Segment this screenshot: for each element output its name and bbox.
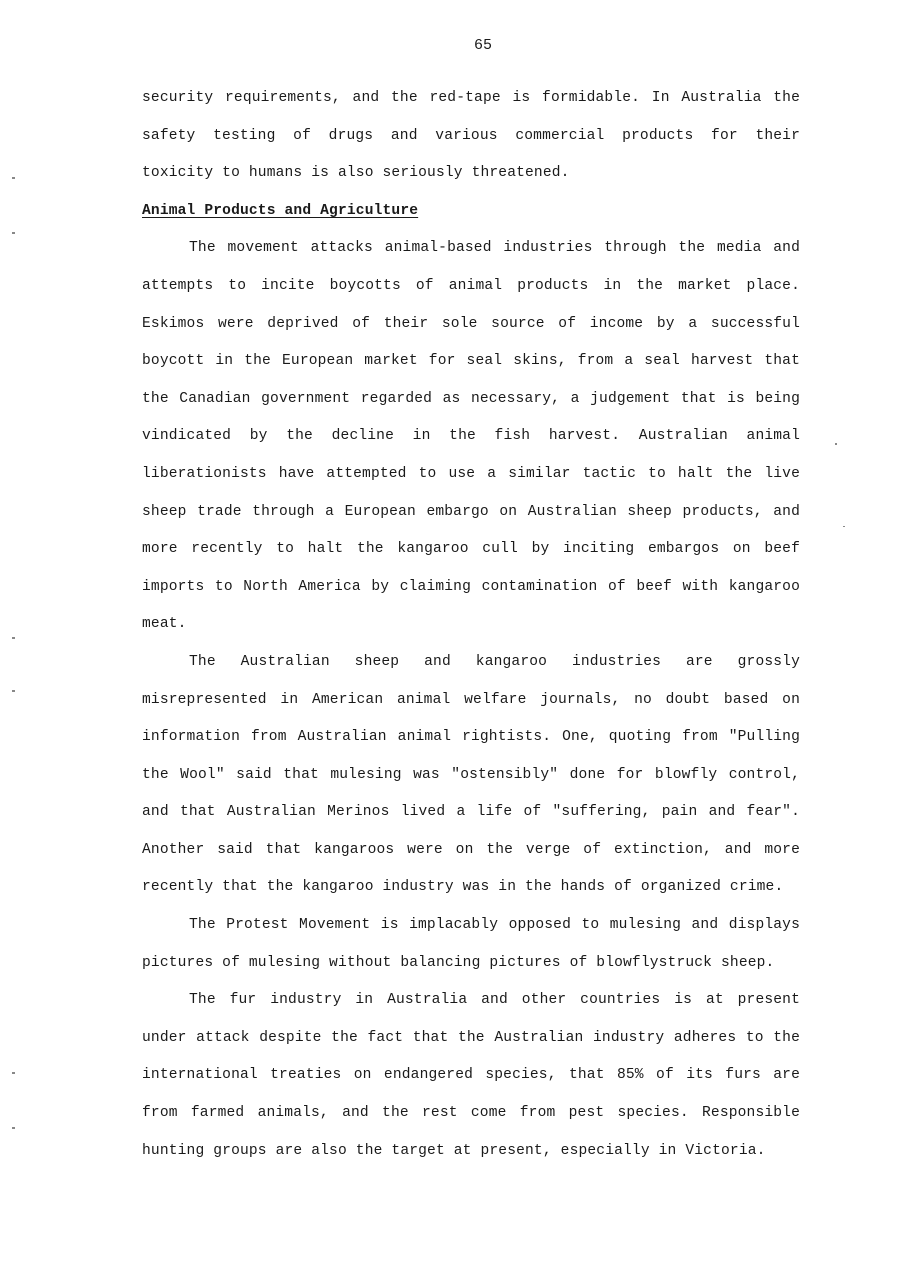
paragraph-misrepresentation: The Australian sheep and kangaroo industries are grossly misrepresented in American animal welfare journals, no doubt based on information from Australian animal rightists. One, quoting from "Pulling the Wool" said that mulesing was "ostensibly" done for blowfly control, and that Australian Merinos lived a life of "suffering, pain and fear". Another said that kangaroos were on the verge of extinction, and more recently that the kangaroo industry was in the hands of organized crime.	[142, 653, 800, 896]
paragraph-continuation: security requirements, and the red-tape is formidable. In Australia the safety testing of drugs and various commercial products for their toxicity to humans is also seriously threatened.	[142, 90, 800, 182]
scan-speck	[12, 1072, 15, 1074]
page-body	[142, 80, 800, 1170]
section-heading-text: Animal Products and Agriculture	[142, 202, 419, 219]
scan-speck	[12, 1127, 15, 1129]
scan-speck	[843, 526, 845, 527]
scan-speck	[12, 637, 15, 639]
scan-speck	[12, 177, 15, 179]
section-heading	[142, 193, 800, 231]
scan-speck	[12, 232, 15, 234]
scan-speck	[835, 443, 837, 445]
paragraph-boycotts: The movement attacks animal-based industries through the media and attempts to incite boycotts of animal products in the market place. Eskimos were deprived of their sole source of income by a successful boycott in the European market for seal skins, from a seal harvest that the Canadian government regarded as necessary, a judgement that is being vindicated by the decline in the fish harvest. Australian animal liberationists have attempted to use a similar tactic to halt the live sheep trade through a European embargo on Australian sheep products, and more recently to halt the kangaroo cull by inciting embargos on beef imports to North America by claiming contamination of beef with kangaroo meat.	[142, 240, 800, 633]
scan-speck	[12, 690, 15, 692]
page-number: 65	[473, 37, 492, 54]
paragraph-fur-industry: The fur industry in Australia and other countries is at present under attack despite the fact that the Australian industry adheres to the international treaties on endangered species, that 85% of its furs are from farmed animals, and the rest come from pest species. Responsible hunting groups are also the target at present, especially in Victoria.	[142, 992, 800, 1159]
paragraph-mulesing: The Protest Movement is implacably opposed to mulesing and displays pictures of mulesing without balancing pictures of blowflystruck sheep.	[142, 917, 800, 971]
